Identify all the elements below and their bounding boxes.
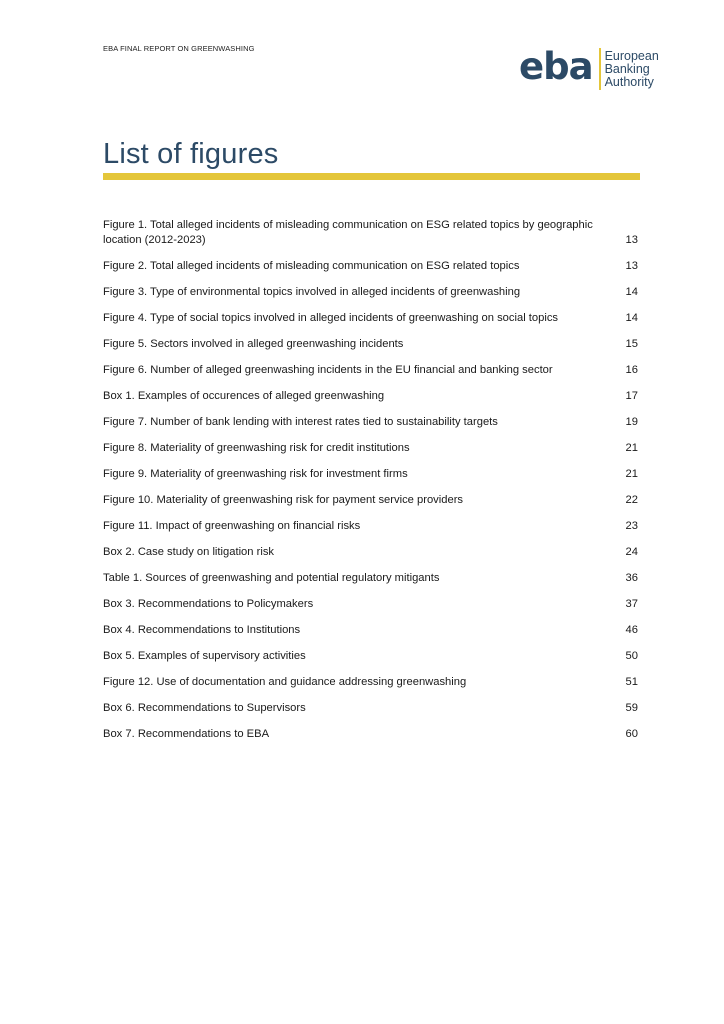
toc-entry-label: Box 7. Recommendations to EBA [103,728,270,740]
toc-entry-label: Figure 10. Materiality of greenwashing risk for payment service providers [103,494,464,506]
toc-entry-label: Figure 8. Materiality of greenwashing risk for credit institutions [103,442,410,454]
toc-entry-label: Box 6. Recommendations to Supervisors [103,702,306,714]
toc-entry-label: Box 3. Recommendations to Policymakers [103,598,314,610]
toc-entry-page: 51 [625,676,638,688]
toc-entry-label: Box 1. Examples of occurences of alleged greenwashing [103,390,385,402]
toc-entry-page: 22 [625,494,638,506]
toc-entry[interactable] [103,415,638,430]
page-title: List of figures [103,138,279,170]
toc-entry[interactable] [103,493,638,508]
toc-entry[interactable] [103,311,638,326]
eba-logo [519,46,659,92]
toc-entry-page: 21 [625,442,638,454]
toc-entry[interactable] [103,259,638,274]
logo-line-1: European [604,48,659,63]
toc-entry-page: 36 [625,572,638,584]
toc-entry-page: 46 [625,624,638,636]
toc-entry[interactable] [103,597,638,612]
toc-entry-page: 24 [625,546,638,558]
toc-entry[interactable] [103,337,638,352]
logo-line-3: Authority [604,74,654,89]
toc-entry-page: 50 [625,650,638,662]
toc-entry-label: Figure 9. Materiality of greenwashing risk for investment firms [103,468,408,480]
toc-entry[interactable] [103,389,638,404]
toc-entry-label: Figure 4. Type of social topics involved in alleged incidents of greenwashing on social topics [103,312,559,324]
toc-entry[interactable] [103,441,638,456]
toc-entry-label: Figure 5. Sectors involved in alleged greenwashing incidents [103,338,404,350]
toc-entry-label: Box 5. Examples of supervisory activities [103,650,306,662]
logo-line-2: Banking [604,61,650,76]
toc-entry-page: 59 [625,702,638,714]
title-rule [103,173,640,180]
toc-entry-page: 14 [625,312,638,324]
toc-entry-page: 60 [625,728,638,740]
toc-entry[interactable] [103,701,638,716]
toc-entry-label: Figure 1. Total alleged incidents of misleading communication on ESG related topics by geographic location (2012-2023) [103,219,593,246]
toc-entry[interactable] [103,519,638,534]
toc-entry-page: 23 [625,520,638,532]
list-of-figures [103,218,638,753]
toc-entry[interactable] [103,467,638,482]
toc-entry-page: 17 [625,390,638,402]
toc-entry[interactable] [103,285,638,300]
toc-entry[interactable] [103,675,638,690]
toc-entry[interactable] [103,727,638,742]
toc-entry-label: Figure 2. Total alleged incidents of misleading communication on ESG related topics [103,260,520,272]
running-header: EBA FINAL REPORT ON GREENWASHING [103,44,255,53]
toc-entry[interactable] [103,363,638,378]
toc-entry-label: Figure 6. Number of alleged greenwashing incidents in the EU financial and banking sector [103,364,553,376]
toc-entry-page: 15 [625,338,638,350]
logo-text [605,50,659,89]
toc-entry-label: Box 4. Recommendations to Institutions [103,624,301,636]
toc-entry-label: Figure 11. Impact of greenwashing on financial risks [103,520,361,532]
toc-entry[interactable] [103,218,638,248]
toc-entry-label: Figure 3. Type of environmental topics involved in alleged incidents of greenwashing [103,286,521,298]
toc-entry-label: Box 2. Case study on litigation risk [103,546,275,558]
toc-entry-label: Table 1. Sources of greenwashing and potential regulatory mitigants [103,572,440,584]
logo-divider [599,48,601,90]
toc-entry[interactable] [103,545,638,560]
toc-entry-label: Figure 12. Use of documentation and guidance addressing greenwashing [103,676,467,688]
toc-entry-page: 13 [625,260,638,272]
toc-entry-label: Figure 7. Number of bank lending with interest rates tied to sustainability targets [103,416,498,428]
logo-mark: eba [519,44,593,88]
toc-entry[interactable] [103,571,638,586]
toc-entry-page: 13 [625,234,638,246]
toc-entry[interactable] [103,623,638,638]
toc-entry-page: 16 [625,364,638,376]
toc-entry-page: 21 [625,468,638,480]
toc-entry-page: 37 [625,598,638,610]
toc-entry-page: 19 [625,416,638,428]
toc-entry-page: 14 [625,286,638,298]
toc-entry[interactable] [103,649,638,664]
